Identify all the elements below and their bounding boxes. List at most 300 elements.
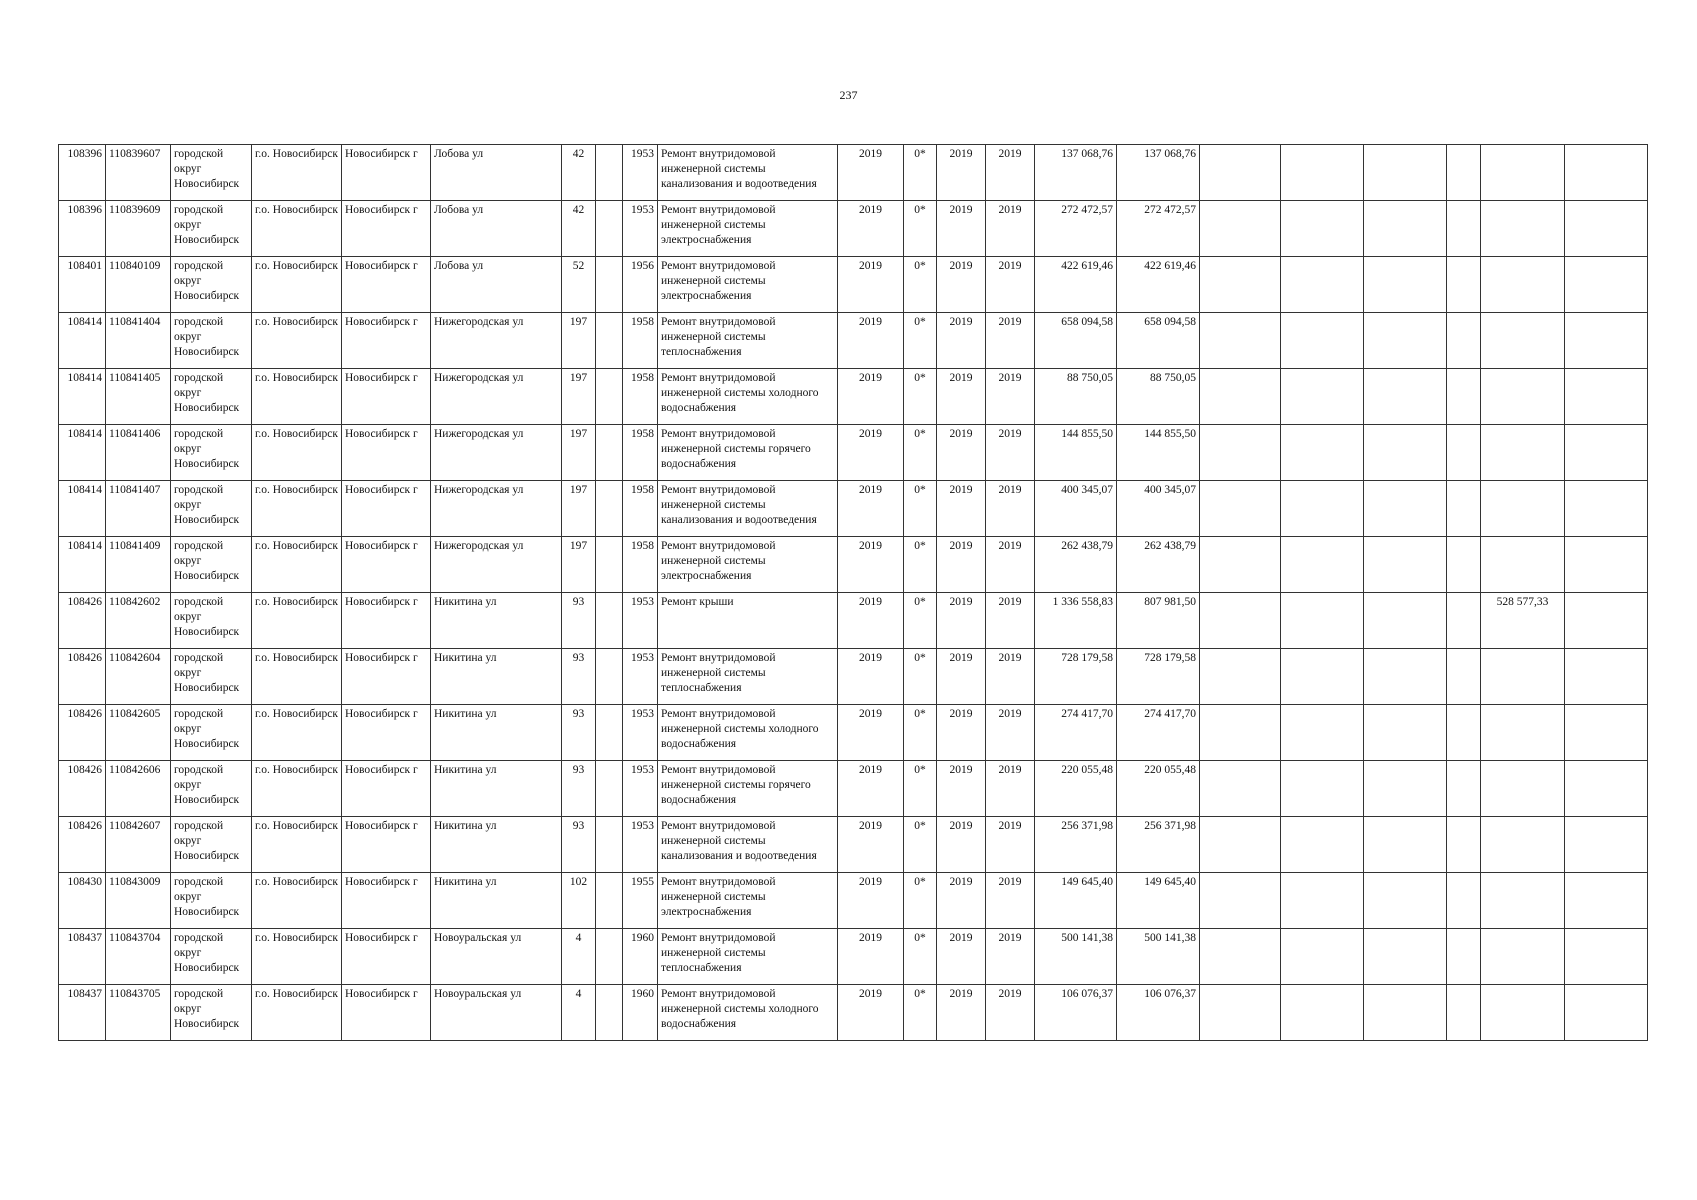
table-cell-col-10: Ремонт внутридомовой инженерной системы холодного водоснабжения [658,369,838,425]
table-cell-col-19 [1364,593,1447,649]
table-cell-col-20 [1447,705,1481,761]
table-cell-col-17 [1200,481,1281,537]
table-cell-col-13: 2019 [937,313,986,369]
table-cell-col-18 [1281,369,1364,425]
table-cell-col-11: 2019 [838,369,904,425]
table-cell-col-10: Ремонт внутридомовой инженерной системы холодного водоснабжения [658,705,838,761]
table-cell-col-22 [1565,313,1648,369]
table-cell-col-5: Новосибирск г [342,481,431,537]
table-cell-col-13: 2019 [937,537,986,593]
table-cell-col-2: 110842604 [106,649,171,705]
table-cell-col-17 [1200,425,1281,481]
table-cell-col-9: 1953 [623,649,658,705]
table-cell-col-19 [1364,649,1447,705]
table-cell-col-2: 110842602 [106,593,171,649]
table-cell-col-21 [1481,705,1565,761]
table-cell-col-14: 2019 [986,537,1035,593]
table-cell-col-16: 220 055,48 [1117,761,1200,817]
table-cell-col-6: Лобова ул [431,201,562,257]
table-cell-col-15: 137 068,76 [1035,145,1117,201]
table-cell-col-8 [596,705,623,761]
table-cell-col-15: 106 076,37 [1035,985,1117,1041]
table-row [59,537,1648,593]
table-cell-col-15: 274 417,70 [1035,705,1117,761]
table-cell-col-8 [596,761,623,817]
table-cell-col-10: Ремонт внутридомовой инженерной системы электроснабжения [658,257,838,313]
table-cell-col-7: 93 [562,649,596,705]
table-cell-col-18 [1281,257,1364,313]
table-cell-col-7: 93 [562,817,596,873]
table-cell-col-6: Новоуральская ул [431,985,562,1041]
table-cell-col-13: 2019 [937,873,986,929]
table-cell-col-18 [1281,481,1364,537]
table-cell-col-13: 2019 [937,369,986,425]
page-number: 237 [839,88,858,102]
table-cell-col-7: 4 [562,929,596,985]
table-cell-col-18 [1281,873,1364,929]
table-cell-col-11: 2019 [838,761,904,817]
table-cell-col-2: 110841405 [106,369,171,425]
table-row [59,817,1648,873]
table-cell-col-11: 2019 [838,873,904,929]
table-cell-col-20 [1447,985,1481,1041]
table-cell-col-21 [1481,985,1565,1041]
table-cell-col-16: 728 179,58 [1117,649,1200,705]
table-cell-col-12: 0* [904,537,937,593]
table-cell-col-13: 2019 [937,593,986,649]
table-cell-col-14: 2019 [986,929,1035,985]
table-cell-col-6: Лобова ул [431,257,562,313]
table-cell-col-7: 197 [562,369,596,425]
table-cell-col-9: 1960 [623,929,658,985]
table-cell-col-17 [1200,761,1281,817]
table-cell-col-18 [1281,593,1364,649]
table-cell-col-5: Новосибирск г [342,929,431,985]
table-cell-col-5: Новосибирск г [342,425,431,481]
table-cell-col-16: 149 645,40 [1117,873,1200,929]
table-cell-col-19 [1364,313,1447,369]
table-cell-col-7: 4 [562,985,596,1041]
table-cell-col-19 [1364,257,1447,313]
table-cell-col-20 [1447,761,1481,817]
table-cell-col-17 [1200,201,1281,257]
table-cell-col-13: 2019 [937,481,986,537]
table-cell-col-14: 2019 [986,425,1035,481]
table-cell-col-4: г.о. Новосибирск [252,593,342,649]
table-row [59,593,1648,649]
table-cell-col-4: г.о. Новосибирск [252,649,342,705]
table-cell-col-2: 110842607 [106,817,171,873]
table-cell-col-12: 0* [904,873,937,929]
table-cell-col-7: 197 [562,313,596,369]
table-cell-col-15: 728 179,58 [1035,649,1117,705]
table-cell-col-19 [1364,481,1447,537]
table-cell-col-20 [1447,537,1481,593]
table-cell-col-4: г.о. Новосибирск [252,201,342,257]
table-cell-col-6: Никитина ул [431,873,562,929]
table-cell-col-16: 400 345,07 [1117,481,1200,537]
table-cell-col-13: 2019 [937,929,986,985]
table-cell-col-17 [1200,145,1281,201]
table-cell-col-11: 2019 [838,817,904,873]
table-cell-col-9: 1958 [623,425,658,481]
table-cell-col-10: Ремонт внутридомовой инженерной системы электроснабжения [658,537,838,593]
table-cell-col-2: 110841409 [106,537,171,593]
table-cell-col-15: 400 345,07 [1035,481,1117,537]
table-cell-col-12: 0* [904,425,937,481]
table-cell-col-11: 2019 [838,145,904,201]
table-cell-col-16: 144 855,50 [1117,425,1200,481]
table-cell-col-19 [1364,929,1447,985]
table-cell-col-21 [1481,145,1565,201]
table-cell-col-11: 2019 [838,257,904,313]
table-cell-col-2: 110843704 [106,929,171,985]
table-cell-col-18 [1281,537,1364,593]
table-cell-col-3: городской округ Новосибирск [171,201,252,257]
table-row [59,369,1648,425]
table-cell-col-14: 2019 [986,201,1035,257]
table-cell-col-16: 422 619,46 [1117,257,1200,313]
table-row [59,425,1648,481]
table-cell-col-11: 2019 [838,201,904,257]
capital-repair-table [58,144,1648,1041]
table-cell-col-22 [1565,985,1648,1041]
table-cell-col-6: Никитина ул [431,593,562,649]
table-cell-col-10: Ремонт внутридомовой инженерной системы холодного водоснабжения [658,985,838,1041]
table-cell-col-22 [1565,481,1648,537]
table-cell-col-2: 110843705 [106,985,171,1041]
table-cell-col-21 [1481,257,1565,313]
table-cell-col-22 [1565,705,1648,761]
table-cell-col-15: 262 438,79 [1035,537,1117,593]
table-cell-col-13: 2019 [937,761,986,817]
table-cell-col-1: 108426 [59,705,106,761]
table-cell-col-14: 2019 [986,761,1035,817]
table-cell-col-12: 0* [904,313,937,369]
table-cell-col-22 [1565,761,1648,817]
table-cell-col-3: городской округ Новосибирск [171,369,252,425]
table-cell-col-8 [596,313,623,369]
table-cell-col-12: 0* [904,761,937,817]
table-cell-col-10: Ремонт внутридомовой инженерной системы электроснабжения [658,201,838,257]
table-cell-col-12: 0* [904,257,937,313]
table-cell-col-8 [596,425,623,481]
table-cell-col-15: 149 645,40 [1035,873,1117,929]
table-cell-col-7: 93 [562,593,596,649]
table-cell-col-16: 256 371,98 [1117,817,1200,873]
table-cell-col-20 [1447,929,1481,985]
table-cell-col-7: 197 [562,425,596,481]
table-cell-col-18 [1281,705,1364,761]
table-cell-col-6: Новоуральская ул [431,929,562,985]
table-cell-col-5: Новосибирск г [342,593,431,649]
table-cell-col-11: 2019 [838,985,904,1041]
table-cell-col-8 [596,929,623,985]
table-cell-col-7: 42 [562,145,596,201]
table-cell-col-21: 528 577,33 [1481,593,1565,649]
table-cell-col-22 [1565,257,1648,313]
table-cell-col-10: Ремонт крыши [658,593,838,649]
table-cell-col-22 [1565,817,1648,873]
table-cell-col-5: Новосибирск г [342,873,431,929]
table-cell-col-1: 108426 [59,761,106,817]
table-cell-col-20 [1447,369,1481,425]
table-cell-col-17 [1200,985,1281,1041]
table-cell-col-16: 137 068,76 [1117,145,1200,201]
table-cell-col-14: 2019 [986,481,1035,537]
table-cell-col-4: г.о. Новосибирск [252,481,342,537]
table-cell-col-18 [1281,201,1364,257]
table-row [59,985,1648,1041]
table-cell-col-9: 1953 [623,593,658,649]
table-cell-col-10: Ремонт внутридомовой инженерной системы горячего водоснабжения [658,761,838,817]
table-cell-col-18 [1281,929,1364,985]
table-cell-col-4: г.о. Новосибирск [252,257,342,313]
table-cell-col-8 [596,593,623,649]
table-cell-col-3: городской округ Новосибирск [171,481,252,537]
table-cell-col-12: 0* [904,145,937,201]
table-cell-col-15: 1 336 558,83 [1035,593,1117,649]
table-cell-col-18 [1281,649,1364,705]
table-cell-col-15: 272 472,57 [1035,201,1117,257]
table-cell-col-8 [596,985,623,1041]
table-cell-col-14: 2019 [986,649,1035,705]
table-cell-col-10: Ремонт внутридомовой инженерной системы электроснабжения [658,873,838,929]
table-cell-col-20 [1447,425,1481,481]
table-cell-col-4: г.о. Новосибирск [252,761,342,817]
table-row [59,257,1648,313]
table-cell-col-1: 108401 [59,257,106,313]
table-cell-col-12: 0* [904,649,937,705]
table-cell-col-8 [596,873,623,929]
table-cell-col-13: 2019 [937,705,986,761]
table-cell-col-22 [1565,145,1648,201]
table-cell-col-9: 1958 [623,537,658,593]
table-cell-col-5: Новосибирск г [342,985,431,1041]
table-cell-col-2: 110842605 [106,705,171,761]
table-cell-col-12: 0* [904,369,937,425]
table-cell-col-17 [1200,705,1281,761]
table-cell-col-22 [1565,201,1648,257]
table-cell-col-4: г.о. Новосибирск [252,985,342,1041]
table-cell-col-11: 2019 [838,425,904,481]
table-cell-col-8 [596,257,623,313]
table-cell-col-4: г.о. Новосибирск [252,929,342,985]
table-body [59,145,1648,1041]
table-cell-col-1: 108396 [59,145,106,201]
table-cell-col-5: Новосибирск г [342,201,431,257]
table-cell-col-9: 1955 [623,873,658,929]
table-cell-col-11: 2019 [838,593,904,649]
table-cell-col-16: 262 438,79 [1117,537,1200,593]
table-cell-col-9: 1956 [623,257,658,313]
table-cell-col-20 [1447,201,1481,257]
table-cell-col-14: 2019 [986,817,1035,873]
table-cell-col-3: городской округ Новосибирск [171,705,252,761]
table-cell-col-10: Ремонт внутридомовой инженерной системы канализования и водоотведения [658,817,838,873]
table-cell-col-11: 2019 [838,929,904,985]
table-cell-col-1: 108414 [59,313,106,369]
table-cell-col-2: 110843009 [106,873,171,929]
table-cell-col-1: 108426 [59,593,106,649]
table-row [59,705,1648,761]
table-cell-col-11: 2019 [838,537,904,593]
table-cell-col-4: г.о. Новосибирск [252,145,342,201]
table-cell-col-10: Ремонт внутридомовой инженерной системы теплоснабжения [658,313,838,369]
table-cell-col-4: г.о. Новосибирск [252,369,342,425]
table-cell-col-6: Нижегородская ул [431,425,562,481]
table-cell-col-13: 2019 [937,985,986,1041]
table-cell-col-16: 274 417,70 [1117,705,1200,761]
table-cell-col-21 [1481,425,1565,481]
table-cell-col-11: 2019 [838,705,904,761]
table-cell-col-8 [596,537,623,593]
table-cell-col-1: 108414 [59,425,106,481]
table-row [59,201,1648,257]
table-cell-col-17 [1200,537,1281,593]
table-cell-col-3: городской округ Новосибирск [171,649,252,705]
table-cell-col-16: 658 094,58 [1117,313,1200,369]
table-cell-col-5: Новосибирск г [342,705,431,761]
table-row [59,313,1648,369]
table-cell-col-12: 0* [904,929,937,985]
table-cell-col-7: 42 [562,201,596,257]
table-cell-col-22 [1565,593,1648,649]
table-cell-col-7: 52 [562,257,596,313]
table-cell-col-18 [1281,985,1364,1041]
table-cell-col-12: 0* [904,817,937,873]
table-cell-col-1: 108430 [59,873,106,929]
table-cell-col-11: 2019 [838,313,904,369]
table-cell-col-12: 0* [904,705,937,761]
table-cell-col-9: 1953 [623,817,658,873]
table-cell-col-18 [1281,313,1364,369]
table-cell-col-5: Новосибирск г [342,369,431,425]
table-cell-col-9: 1958 [623,369,658,425]
table-cell-col-22 [1565,873,1648,929]
table-cell-col-14: 2019 [986,145,1035,201]
table-cell-col-16: 500 141,38 [1117,929,1200,985]
table-cell-col-14: 2019 [986,369,1035,425]
table-cell-col-13: 2019 [937,145,986,201]
table-cell-col-1: 108414 [59,537,106,593]
table-cell-col-21 [1481,481,1565,537]
table-cell-col-14: 2019 [986,705,1035,761]
table-cell-col-6: Никитина ул [431,817,562,873]
table-cell-col-21 [1481,369,1565,425]
table-row [59,929,1648,985]
table-cell-col-18 [1281,817,1364,873]
table-cell-col-2: 110839607 [106,145,171,201]
table-cell-col-19 [1364,537,1447,593]
table-cell-col-16: 88 750,05 [1117,369,1200,425]
table-cell-col-10: Ремонт внутридомовой инженерной системы горячего водоснабжения [658,425,838,481]
table-cell-col-1: 108437 [59,985,106,1041]
table-cell-col-21 [1481,201,1565,257]
table-cell-col-19 [1364,201,1447,257]
table-cell-col-4: г.о. Новосибирск [252,705,342,761]
table-cell-col-18 [1281,145,1364,201]
table-cell-col-4: г.о. Новосибирск [252,425,342,481]
table-cell-col-1: 108396 [59,201,106,257]
table-cell-col-6: Никитина ул [431,649,562,705]
table-cell-col-6: Никитина ул [431,761,562,817]
table-cell-col-17 [1200,313,1281,369]
table-cell-col-8 [596,369,623,425]
table-cell-col-18 [1281,761,1364,817]
table-cell-col-16: 272 472,57 [1117,201,1200,257]
table-cell-col-19 [1364,873,1447,929]
table-cell-col-17 [1200,257,1281,313]
table-cell-col-12: 0* [904,985,937,1041]
table-cell-col-2: 110839609 [106,201,171,257]
table-cell-col-14: 2019 [986,313,1035,369]
table-cell-col-2: 110842606 [106,761,171,817]
table-cell-col-21 [1481,649,1565,705]
table-row [59,873,1648,929]
table-cell-col-21 [1481,537,1565,593]
table-cell-col-17 [1200,929,1281,985]
table-cell-col-15: 144 855,50 [1035,425,1117,481]
table-cell-col-7: 93 [562,761,596,817]
table-cell-col-3: городской округ Новосибирск [171,761,252,817]
table-cell-col-22 [1565,649,1648,705]
table-cell-col-6: Нижегородская ул [431,369,562,425]
table-row [59,481,1648,537]
table-cell-col-3: городской округ Новосибирск [171,537,252,593]
table-cell-col-2: 110841404 [106,313,171,369]
table-cell-col-14: 2019 [986,257,1035,313]
table-row [59,145,1648,201]
table-cell-col-5: Новосибирск г [342,649,431,705]
table-cell-col-3: городской округ Новосибирск [171,313,252,369]
table-cell-col-22 [1565,537,1648,593]
table-cell-col-20 [1447,481,1481,537]
table-row [59,761,1648,817]
table-cell-col-20 [1447,593,1481,649]
table-cell-col-2: 110840109 [106,257,171,313]
table-cell-col-9: 1953 [623,201,658,257]
table-cell-col-7: 197 [562,537,596,593]
table-cell-col-22 [1565,425,1648,481]
table-cell-col-14: 2019 [986,593,1035,649]
table-cell-col-10: Ремонт внутридомовой инженерной системы канализования и водоотведения [658,145,838,201]
table-cell-col-3: городской округ Новосибирск [171,145,252,201]
table-cell-col-3: городской округ Новосибирск [171,985,252,1041]
table-cell-col-17 [1200,369,1281,425]
table-cell-col-20 [1447,649,1481,705]
table-cell-col-13: 2019 [937,425,986,481]
table-cell-col-4: г.о. Новосибирск [252,817,342,873]
table-cell-col-3: городской округ Новосибирск [171,929,252,985]
table-cell-col-12: 0* [904,201,937,257]
table-cell-col-22 [1565,369,1648,425]
table-cell-col-12: 0* [904,593,937,649]
table-cell-col-8 [596,649,623,705]
table-cell-col-14: 2019 [986,873,1035,929]
table-cell-col-8 [596,481,623,537]
table-row [59,649,1648,705]
table-cell-col-11: 2019 [838,649,904,705]
table-cell-col-16: 106 076,37 [1117,985,1200,1041]
table-cell-col-22 [1565,929,1648,985]
table-cell-col-8 [596,817,623,873]
table-cell-col-19 [1364,425,1447,481]
table-cell-col-19 [1364,145,1447,201]
table-cell-col-5: Новосибирск г [342,817,431,873]
table-cell-col-1: 108437 [59,929,106,985]
table-cell-col-6: Лобова ул [431,145,562,201]
